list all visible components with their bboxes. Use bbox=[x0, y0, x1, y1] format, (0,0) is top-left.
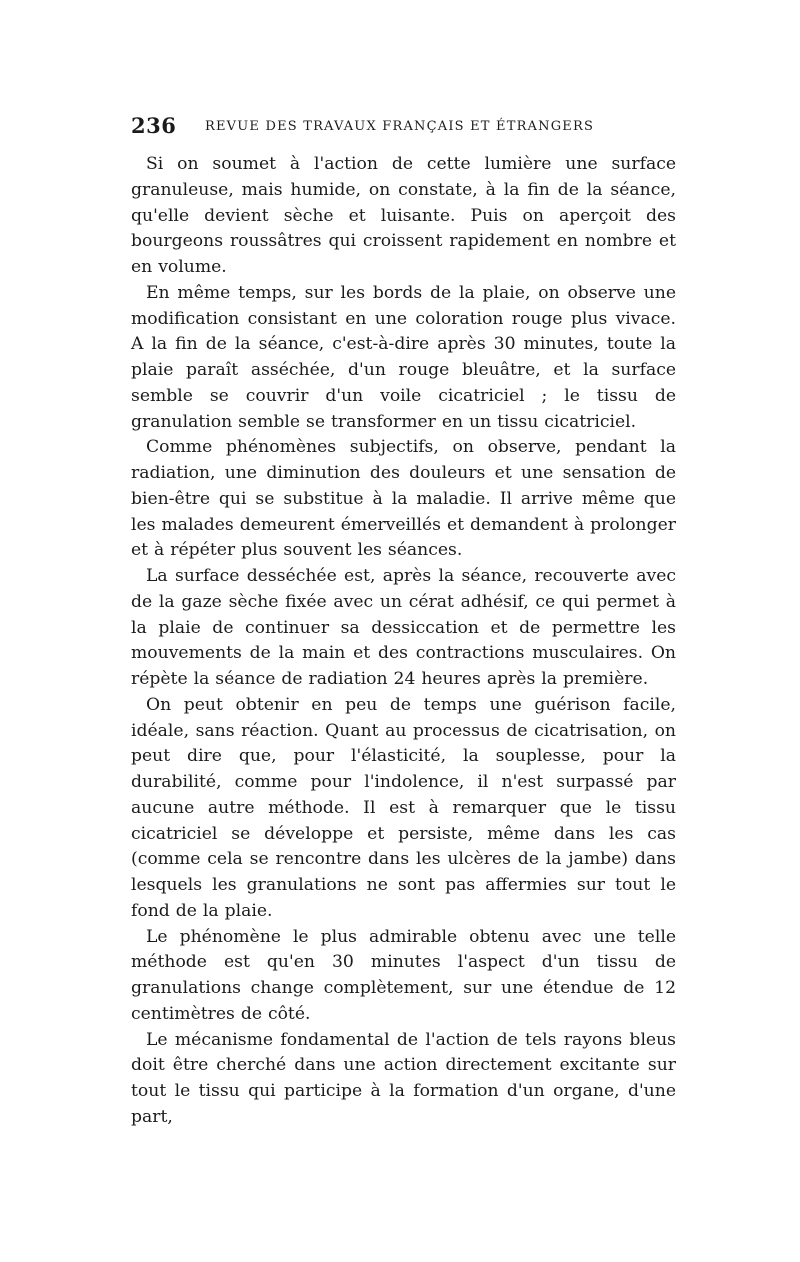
paragraph: Le mécanisme fondamental de l'action de tels rayons bleus doit être cherché dans une action directement excitante sur tout le tissu qui participe à la formation d'un organe, d'une part, bbox=[131, 1029, 676, 1127]
paragraph: Comme phénomènes subjectifs, on observe, pendant la radiation, une diminution des douleurs et une sensation de bien-être qui se substitue à la maladie. Il arrive même que les malades demeurent émerveillés et demandent à prolonger et à répéter plus souvent les séances. bbox=[131, 437, 676, 561]
running-title: REVUE DES TRAVAUX FRANÇAIS ET ÉTRANGERS bbox=[205, 119, 595, 134]
paragraph: La surface desséchée est, après la séance, recouverte avec de la gaze sèche fixée avec un cérat adhésif, ce qui permet à la plaie de continuer sa dessiccation et de permettre les mouvements de la main et des contractions musculaires. On répète la séance de radiation 24 heures après la première. bbox=[131, 566, 676, 689]
paragraph: On peut obtenir en peu de temps une guérison facile, idéale, sans réaction. Quant au processus de cicatrisation, on peut dire que, pour l'élasticité, la souplesse, pour la durabilité, comme pour l'indolence, il n'est surpassé par aucune autre méthode. Il est à remarquer que le tissu cicatriciel se développe et persiste, même dans les cas (comme cela se rencontre dans les ulcères de la jambe) dans lesquels les granulations ne sont pas affermies sur tout le fond de la plaie. bbox=[131, 694, 676, 921]
paragraph: Si on soumet à l'action de cette lumière une surface granuleuse, mais humide, on constate, à la fin de la séance, qu'elle devient sèche et luisante. Puis on aperçoit des bourgeons roussâtres qui croissent rapidement en nombre et en volume. bbox=[131, 154, 676, 277]
body-text bbox=[131, 152, 676, 1131]
paragraph: En même temps, sur les bords de la plaie, on observe une modification consistant en une coloration rouge plus vivace. A la fin de la séance, c'est-à-dire après 30 minutes, toute la plaie paraît asséchée, d'un rouge bleuâtre, et la surface semble se couvrir d'un voile cicatriciel ; le tissu de granulation semble se transformer en un tissu cicatriciel. bbox=[131, 282, 676, 432]
page-number: 236 bbox=[131, 113, 177, 138]
page-header bbox=[131, 113, 676, 143]
paragraph: Le phénomène le plus admirable obtenu avec une telle méthode est qu'en 30 minutes l'aspect d'un tissu de granulations change complètement, sur une étendue de 12 centimètres de côté. bbox=[131, 926, 676, 1024]
